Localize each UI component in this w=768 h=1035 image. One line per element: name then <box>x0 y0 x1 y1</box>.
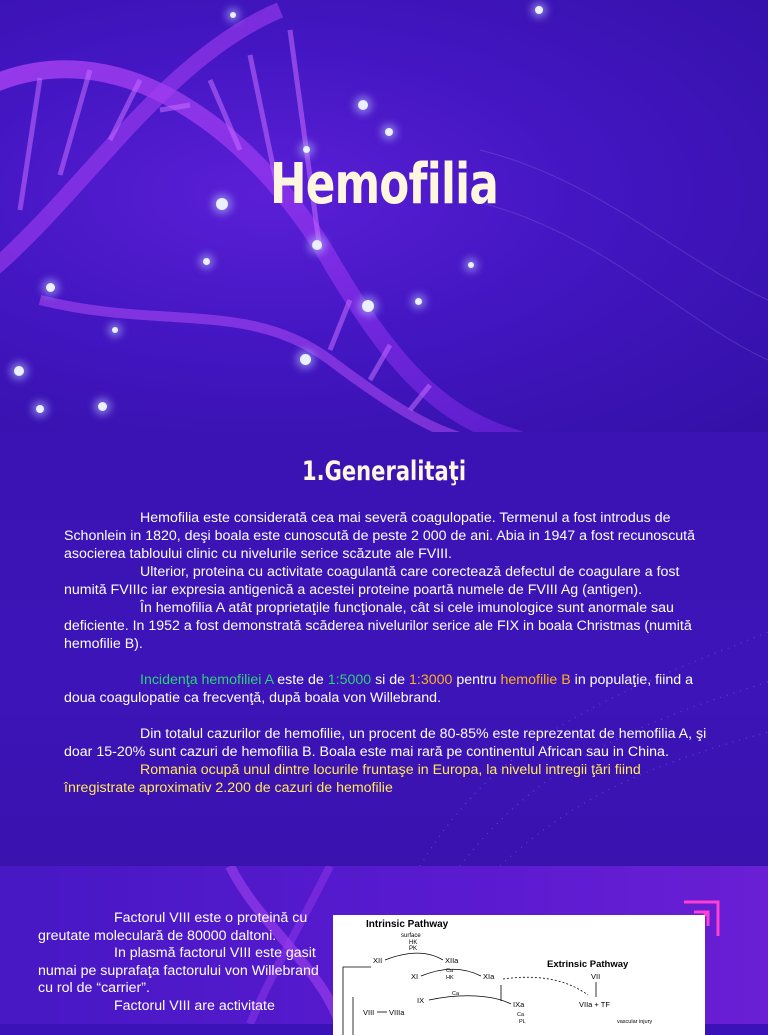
ix-label: IX <box>417 996 425 1005</box>
paragraph <box>64 509 714 563</box>
hk-label: HK <box>446 975 454 981</box>
coagulation-pathway-diagram <box>333 915 705 1035</box>
romania-paragraph <box>64 761 714 797</box>
sparkle <box>46 283 55 292</box>
section-heading: 1.Generalitaţi <box>301 456 467 487</box>
xia-label: XIa <box>483 972 495 981</box>
sparkle <box>385 128 393 136</box>
viiia-label: VIIIa <box>389 1008 405 1017</box>
paragraph <box>64 725 714 761</box>
ratio-a: 1:5000 <box>327 672 372 688</box>
ca-label: Ca <box>517 1012 525 1018</box>
sparkle <box>535 6 543 14</box>
sparkle <box>468 262 474 268</box>
paragraph <box>38 910 328 945</box>
pathway-svg <box>333 915 705 1035</box>
section-body <box>64 509 714 797</box>
sparkle <box>362 300 374 312</box>
xi-label: XI <box>411 972 419 981</box>
title-slide <box>0 0 768 432</box>
hk-label: HK <box>409 940 418 946</box>
ca-label: Ca <box>446 968 454 974</box>
intrinsic-label: Intrinsic Pathway <box>366 919 449 930</box>
paragraph <box>38 998 328 1016</box>
paragraph-text: Factorul VIII are activitate <box>114 997 275 1014</box>
paragraph-text: Hemofilia este considerată cea mai severă coagulopatie. Termenul a fost introdus de Schonlein in 1820, deşi boala este cunoscută de peste 2 000 de ani. Abia in 1947 a fost recunoscută asocierea tabloului clinic cu nivelurile serice scăzute ale FVIII. <box>64 510 696 562</box>
text: pentru <box>452 672 501 688</box>
paragraph <box>38 945 328 998</box>
sparkle <box>415 298 422 305</box>
sparkle <box>14 366 24 376</box>
sparkle <box>112 327 118 333</box>
surface-label: surface <box>401 933 421 939</box>
sparkle <box>203 258 210 265</box>
sparkle <box>312 240 322 250</box>
incidence-label: Incidenţa hemofiliei A <box>140 672 274 688</box>
paragraph-text: In plasmă factorul VIII este gasit numai pe suprafaţa factorului von Willebrand cu rol de “carrier”. <box>38 945 319 996</box>
paragraph <box>64 599 714 653</box>
incidence-paragraph <box>64 671 714 707</box>
sparkle <box>98 402 107 411</box>
text: si de <box>371 672 409 688</box>
viia-tf-label: VIIa + TF <box>579 1000 610 1009</box>
paragraph-text: Factorul VIII este o proteină cu greutate moleculară de 80000 daltoni. <box>38 910 308 944</box>
ca-label: Ca <box>452 991 460 997</box>
sparkle <box>230 12 236 18</box>
page-title: Hemofilia <box>269 152 499 217</box>
paragraph-text: Din totalul cazurilor de hemofilie, un procent de 80-85% este reprezentat de hemofilia A, şi doar 15-20% sunt cazuri de hemofilia B. Boala este mai rară pe continentul African sau in China. <box>64 726 707 760</box>
paragraph-text: Romania ocupă unul dintre locurile fruntaşe in Europa, la nivelul intregii ţări fiind înregistrate aproximativ 2.200 de cazuri de hemofilie <box>64 762 641 796</box>
sparkle <box>36 405 44 413</box>
paragraph-text: Ulterior, proteina cu activitate coagulantă care corectează defectul de coagulare a fost numită FVIIIc iar expresia antigenică a acestei proteine poartă numele de FVIII Ag (antigen). <box>64 564 680 598</box>
vii-label: VII <box>591 972 601 981</box>
hemofilie-b: hemofilie B <box>500 672 571 688</box>
factor-viii-text <box>38 910 328 1015</box>
pk-label: PK <box>409 946 418 952</box>
ratio-b: 1:3000 <box>409 672 453 688</box>
text: in populaţie, fiind a doua coagulopatie ca frecvenţă, după boala von Willebrand. <box>64 672 693 706</box>
vascular-injury-label: vascular injury <box>617 1019 653 1025</box>
extrinsic-label: Extrinsic Pathway <box>547 959 629 970</box>
xii-label: XII <box>373 956 383 965</box>
viii-label: VIII <box>363 1008 375 1017</box>
paragraph <box>64 563 714 599</box>
sparkle <box>300 354 311 365</box>
text: este de <box>273 672 328 688</box>
pl-label: PL <box>519 1019 526 1025</box>
xiia-label: XIIa <box>445 956 459 965</box>
ixa-label: IXa <box>513 1000 525 1009</box>
paragraph-text: În hemofilia A atât proprietaţile funcţionale, cât si cele imunologice sunt anormale sau deficiente. In 1952 a fost demonstrată scăderea nivelurilor serice ale FIX in boala Christmas (numită hemofilie B). <box>64 600 692 652</box>
sparkle <box>358 100 368 110</box>
